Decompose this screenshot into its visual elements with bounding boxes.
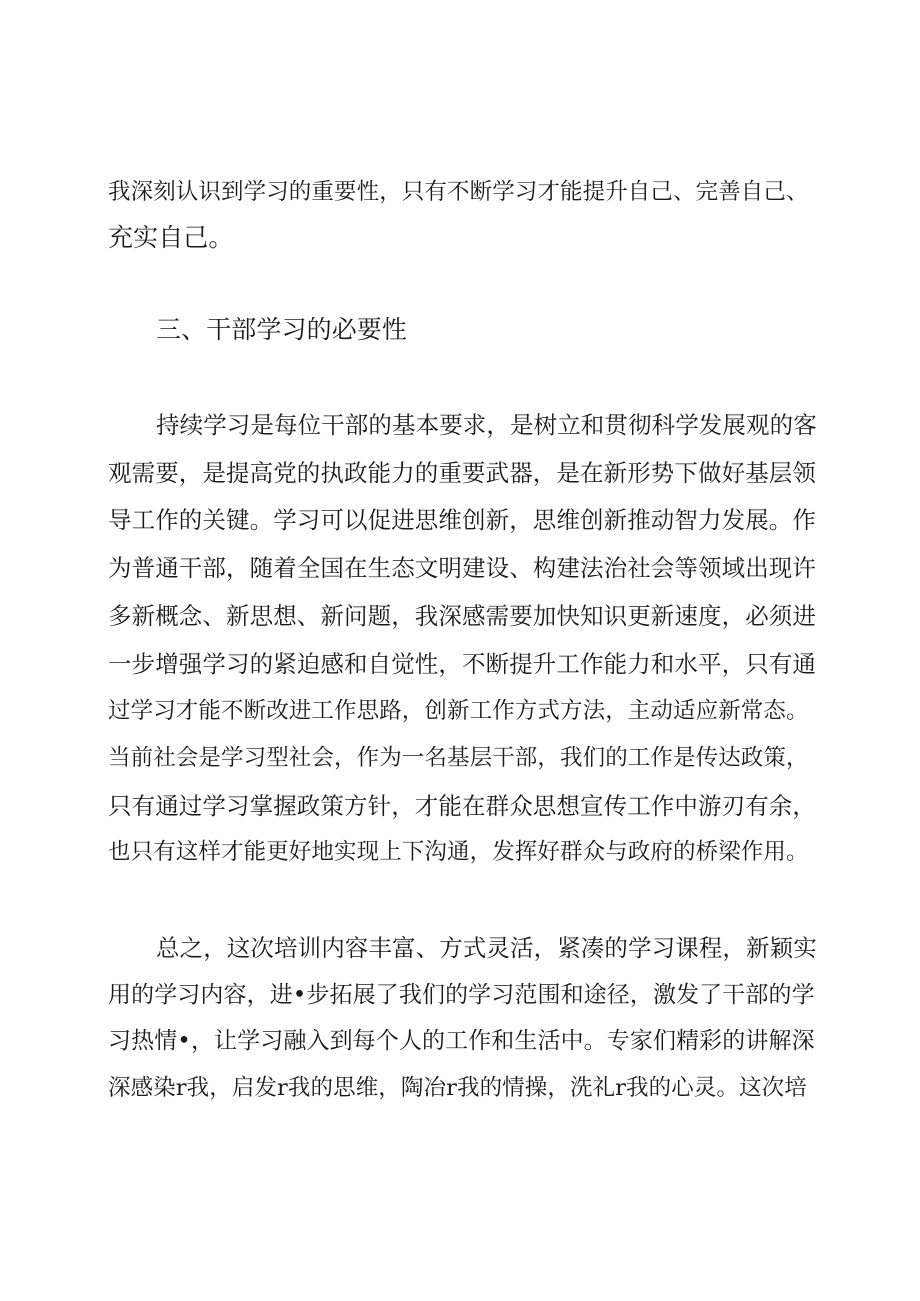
paragraph-line: 深感染r我，启发r我的思维，陶冶r我的情操，洗礼r我的心灵。这次培 [108, 1075, 807, 1101]
paragraph-line: 为普通干部，随着全国在生态文明建设、构建法治社会等领域出现许 [108, 554, 816, 582]
paragraph-line: 导工作的关键。学习可以促进思维创新，思维创新推动智力发展。作 [108, 506, 816, 534]
paragraph-line: 当前社会是学习型社会，作为一名基层干部，我们的工作是传达政策， [108, 745, 809, 771]
paragraph-line: 过学习才能不断改进工作思路，创新工作方式方法，主动适应新常态。 [108, 698, 809, 724]
paragraph-line: 习热情•，让学习融入到每个人的工作和生活中。专家们精彩的讲解深 [108, 1028, 815, 1054]
paragraph-line: 只有通过学习掌握政策方针，才能在群众思想宣传工作中游刃有余， [108, 792, 816, 820]
paragraph-line: 一步增强学习的紧迫感和自觉性，不断提升工作能力和水平，只有通 [108, 650, 816, 678]
paragraph-line: 观需要，是提高党的执政能力的重要武器，是在新形势下做好基层领 [108, 459, 816, 487]
paragraph-line: 充实自己。 [108, 223, 234, 252]
paragraph-line: 多新概念、新思想、新问题，我深感需要加快知识更新速度，必须进 [108, 602, 816, 630]
paragraph-line: 也只有这样才能更好地实现上下沟通，发挥好群众与政府的桥梁作用。 [108, 839, 809, 865]
section-heading: 三、干部学习的必要性 [156, 315, 408, 344]
paragraph-line: 持续学习是每位干部的基本要求，是树立和贯彻科学发展观的客 [156, 411, 817, 439]
paragraph-line: 用的学习内容，进•步拓展了我们的学习范围和途径，激发了干部的学 [108, 982, 815, 1008]
paragraph-line: 总之，这次培训内容丰富、方式灵活，紧凑的学习课程，新颖实 [156, 934, 817, 962]
paragraph-line: 我深刻认识到学习的重要性，只有不断学习才能提升自己、完善自己、 [108, 179, 809, 205]
